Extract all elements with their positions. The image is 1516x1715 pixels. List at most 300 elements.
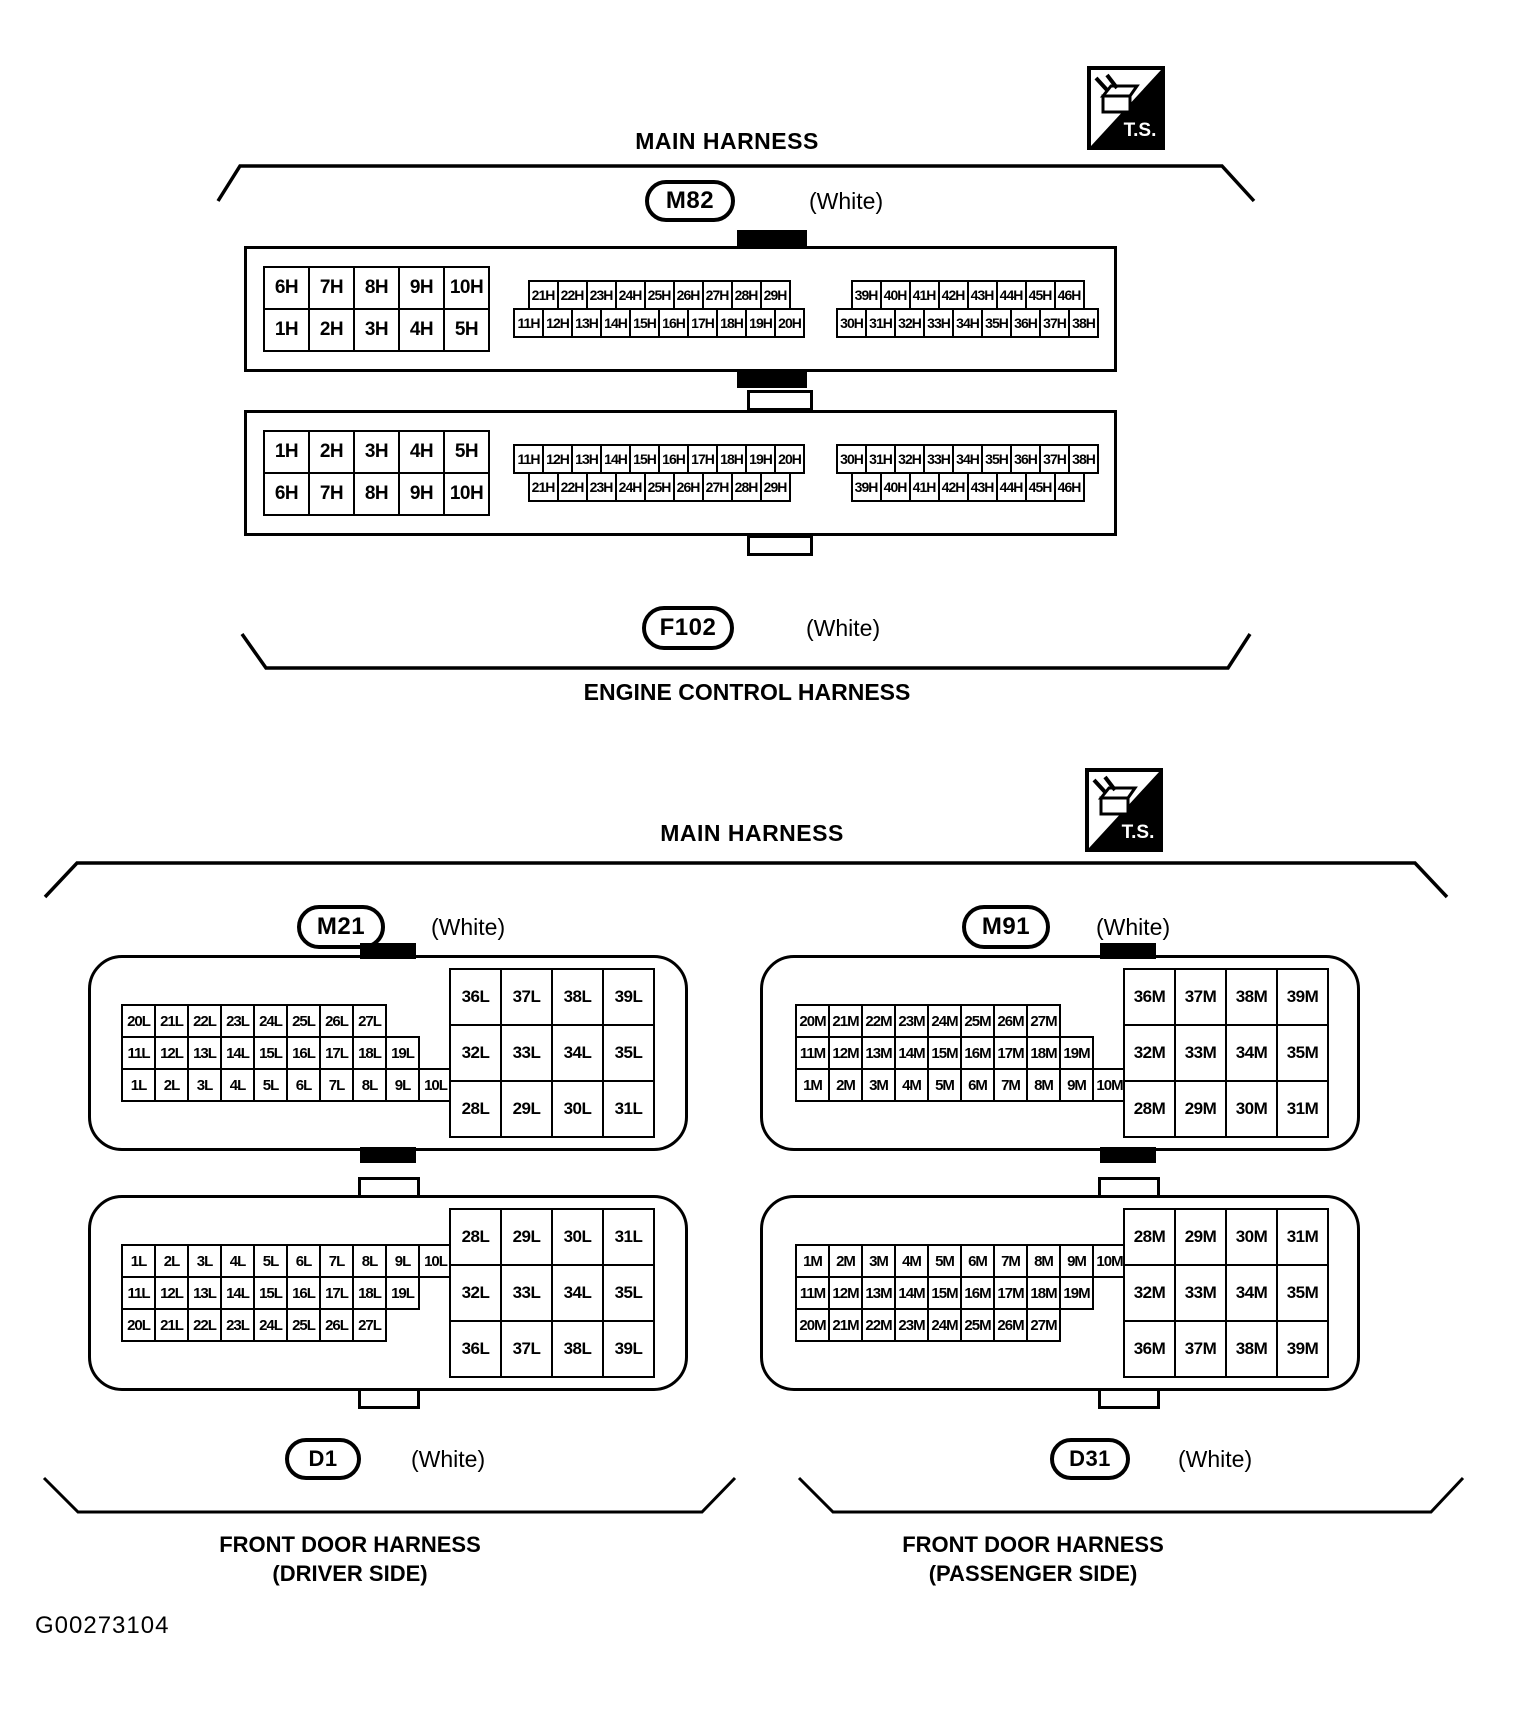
pin-26L: 26L xyxy=(319,1308,354,1342)
pin-27H: 27H xyxy=(702,472,733,502)
pin-row xyxy=(121,1276,420,1310)
pin-row xyxy=(449,968,655,1026)
pin-3H: 3H xyxy=(353,308,400,352)
pin-6H: 6H xyxy=(263,266,310,310)
pin-row xyxy=(851,280,1085,310)
pin-13M: 13M xyxy=(861,1276,896,1310)
pin-21H: 21H xyxy=(528,280,559,310)
m21-color-label: (White) xyxy=(431,913,506,940)
front-door-driver-bracket xyxy=(42,1474,738,1516)
pin-34M: 34M xyxy=(1225,1024,1278,1082)
pin-1H: 1H xyxy=(263,430,310,474)
pin-31L: 31L xyxy=(602,1208,655,1266)
pin-23L: 23L xyxy=(220,1308,255,1342)
pin-20M: 20M xyxy=(795,1004,830,1038)
pin-23H: 23H xyxy=(586,280,617,310)
pin-7H: 7H xyxy=(308,266,355,310)
pin-28M: 28M xyxy=(1123,1208,1176,1266)
pin-27H: 27H xyxy=(702,280,733,310)
pin-34L: 34L xyxy=(551,1024,604,1082)
pin-37H: 37H xyxy=(1039,308,1070,338)
pin-7L: 7L xyxy=(319,1068,354,1102)
pin-12M: 12M xyxy=(828,1276,863,1310)
d1-right-pin-grid xyxy=(449,1208,655,1378)
f102-top-tab xyxy=(747,390,813,411)
pin-28H: 28H xyxy=(731,472,762,502)
pin-9L: 9L xyxy=(385,1244,420,1278)
m82-left-pin-grid xyxy=(263,266,490,352)
pin-13L: 13L xyxy=(187,1276,222,1310)
pin-37H: 37H xyxy=(1039,444,1070,474)
pin-row xyxy=(449,1080,655,1138)
connector-id-badge-m21: M21 xyxy=(297,905,385,949)
pin-18M: 18M xyxy=(1026,1036,1061,1070)
pin-23H: 23H xyxy=(586,472,617,502)
connector-box-d31 xyxy=(760,1195,1360,1391)
pin-39L: 39L xyxy=(602,1320,655,1378)
front-door-passenger-footer xyxy=(783,1530,1283,1588)
pin-33L: 33L xyxy=(500,1024,553,1082)
pin-36M: 36M xyxy=(1123,1320,1176,1378)
pin-16M: 16M xyxy=(960,1276,995,1310)
pin-row xyxy=(1123,1080,1329,1138)
pin-38L: 38L xyxy=(551,968,604,1026)
pin-37L: 37L xyxy=(500,1320,553,1378)
pin-11L: 11L xyxy=(121,1036,156,1070)
pin-row xyxy=(1123,1264,1329,1322)
pin-28M: 28M xyxy=(1123,1080,1176,1138)
pin-29L: 29L xyxy=(500,1208,553,1266)
pin-29M: 29M xyxy=(1174,1208,1227,1266)
pin-27M: 27M xyxy=(1026,1308,1061,1342)
pin-31M: 31M xyxy=(1276,1080,1329,1138)
pin-45H: 45H xyxy=(1025,472,1056,502)
pin-6L: 6L xyxy=(286,1068,321,1102)
f102-middle-pin-grid xyxy=(513,444,805,502)
pin-18H: 18H xyxy=(716,444,747,474)
pin-row xyxy=(449,1024,655,1082)
connector-id-badge-d31: D31 xyxy=(1050,1438,1130,1480)
pin-row xyxy=(795,1308,1061,1342)
pin-37M: 37M xyxy=(1174,968,1227,1026)
pin-30L: 30L xyxy=(551,1080,604,1138)
pin-18M: 18M xyxy=(1026,1276,1061,1310)
pin-25H: 25H xyxy=(644,280,675,310)
pin-14M: 14M xyxy=(894,1036,929,1070)
pin-5M: 5M xyxy=(927,1244,962,1278)
pin-28H: 28H xyxy=(731,280,762,310)
pin-4L: 4L xyxy=(220,1068,255,1102)
pin-row xyxy=(449,1320,655,1378)
pin-row xyxy=(513,308,805,338)
m21-left-pin-rows xyxy=(121,1004,445,1102)
pin-row xyxy=(449,1208,655,1266)
pin-27M: 27M xyxy=(1026,1004,1061,1038)
pin-29H: 29H xyxy=(760,280,791,310)
pin-27L: 27L xyxy=(352,1004,387,1038)
pin-23L: 23L xyxy=(220,1004,255,1038)
pin-3L: 3L xyxy=(187,1244,222,1278)
pin-30L: 30L xyxy=(551,1208,604,1266)
pin-30M: 30M xyxy=(1225,1208,1278,1266)
d31-color-label: (White) xyxy=(1178,1445,1253,1472)
pin-1L: 1L xyxy=(121,1068,156,1102)
pin-37M: 37M xyxy=(1174,1320,1227,1378)
pin-34H: 34H xyxy=(952,308,983,338)
pin-26M: 26M xyxy=(993,1004,1028,1038)
pin-38M: 38M xyxy=(1225,1320,1278,1378)
pin-22M: 22M xyxy=(861,1004,896,1038)
pin-10L: 10L xyxy=(418,1244,453,1278)
pin-20L: 20L xyxy=(121,1004,156,1038)
pin-12L: 12L xyxy=(154,1276,189,1310)
pin-2M: 2M xyxy=(828,1068,863,1102)
pin-34L: 34L xyxy=(551,1264,604,1322)
pin-row xyxy=(528,280,791,310)
pin-20M: 20M xyxy=(795,1308,830,1342)
pin-10M: 10M xyxy=(1092,1244,1127,1278)
pin-9L: 9L xyxy=(385,1068,420,1102)
pin-5H: 5H xyxy=(443,430,490,474)
d1-color-label: (White) xyxy=(411,1445,486,1472)
pin-10M: 10M xyxy=(1092,1068,1127,1102)
pin-8H: 8H xyxy=(353,266,400,310)
pin-22M: 22M xyxy=(861,1308,896,1342)
pin-39H: 39H xyxy=(851,472,882,502)
pin-22L: 22L xyxy=(187,1004,222,1038)
pin-row xyxy=(795,1276,1094,1310)
pin-1H: 1H xyxy=(263,308,310,352)
pin-4L: 4L xyxy=(220,1244,255,1278)
pin-11M: 11M xyxy=(795,1276,830,1310)
pin-20H: 20H xyxy=(774,444,805,474)
pin-row xyxy=(513,444,805,474)
pin-row xyxy=(121,1244,453,1278)
engine-control-harness-label: ENGINE CONTROL HARNESS xyxy=(583,679,911,705)
pin-3L: 3L xyxy=(187,1068,222,1102)
pin-row xyxy=(263,308,490,352)
m91-left-pin-rows xyxy=(795,1004,1123,1102)
connector-box-m91 xyxy=(760,955,1360,1151)
pin-4H: 4H xyxy=(398,430,445,474)
d31-left-pin-rows xyxy=(795,1244,1123,1342)
pin-2M: 2M xyxy=(828,1244,863,1278)
pin-46H: 46H xyxy=(1054,472,1085,502)
pin-17H: 17H xyxy=(687,444,718,474)
pin-7H: 7H xyxy=(308,472,355,516)
pin-38H: 38H xyxy=(1068,308,1099,338)
d31-bottom-tab xyxy=(1098,1388,1160,1409)
pin-15H: 15H xyxy=(629,308,660,338)
m82-bottom-tab xyxy=(737,371,807,388)
pin-row xyxy=(263,472,490,516)
connector-d31 xyxy=(760,1195,1360,1391)
pin-31H: 31H xyxy=(865,308,896,338)
pin-33L: 33L xyxy=(500,1264,553,1322)
pin-33H: 33H xyxy=(923,308,954,338)
ts-icon-label: T.S. xyxy=(1123,120,1157,141)
connector-m91 xyxy=(760,955,1360,1151)
pin-31H: 31H xyxy=(865,444,896,474)
pin-row xyxy=(121,1004,387,1038)
pin-32L: 32L xyxy=(449,1024,502,1082)
pin-11H: 11H xyxy=(513,444,544,474)
pin-16L: 16L xyxy=(286,1276,321,1310)
pin-25L: 25L xyxy=(286,1004,321,1038)
f102-color-label: (White) xyxy=(806,614,881,641)
pin-35M: 35M xyxy=(1276,1264,1329,1322)
pin-12H: 12H xyxy=(542,308,573,338)
connector-d1 xyxy=(88,1195,688,1391)
pin-39M: 39M xyxy=(1276,968,1329,1026)
pin-2L: 2L xyxy=(154,1068,189,1102)
d1-top-tab xyxy=(358,1177,420,1198)
m91-right-pin-grid xyxy=(1123,968,1329,1138)
pin-row xyxy=(795,1068,1127,1102)
d1-left-pin-rows xyxy=(121,1244,445,1342)
pin-41H: 41H xyxy=(909,280,940,310)
pin-36H: 36H xyxy=(1010,308,1041,338)
pin-9M: 9M xyxy=(1059,1068,1094,1102)
pin-6L: 6L xyxy=(286,1244,321,1278)
pin-44H: 44H xyxy=(996,472,1027,502)
pin-24M: 24M xyxy=(927,1004,962,1038)
pin-33H: 33H xyxy=(923,444,954,474)
pin-12H: 12H xyxy=(542,444,573,474)
ts-icon-label: T.S. xyxy=(1121,822,1155,843)
pin-25H: 25H xyxy=(644,472,675,502)
pin-12L: 12L xyxy=(154,1036,189,1070)
m82-top-tab xyxy=(737,230,807,247)
main-harness-title-bottom: MAIN HARNESS xyxy=(660,820,844,846)
pin-1M: 1M xyxy=(795,1244,830,1278)
pin-39H: 39H xyxy=(851,280,882,310)
pin-2H: 2H xyxy=(308,308,355,352)
pin-39L: 39L xyxy=(602,968,655,1026)
pin-19L: 19L xyxy=(385,1276,420,1310)
pin-17H: 17H xyxy=(687,308,718,338)
pin-15L: 15L xyxy=(253,1276,288,1310)
pin-39M: 39M xyxy=(1276,1320,1329,1378)
pin-36H: 36H xyxy=(1010,444,1041,474)
pin-18H: 18H xyxy=(716,308,747,338)
pin-13M: 13M xyxy=(861,1036,896,1070)
pin-17M: 17M xyxy=(993,1276,1028,1310)
pin-3M: 3M xyxy=(861,1244,896,1278)
pin-15M: 15M xyxy=(927,1276,962,1310)
pin-37L: 37L xyxy=(500,968,553,1026)
pin-9M: 9M xyxy=(1059,1244,1094,1278)
ts-icon-graphic xyxy=(1085,768,1163,852)
pin-22H: 22H xyxy=(557,280,588,310)
pin-24L: 24L xyxy=(253,1308,288,1342)
front-door-driver-footer-line2: (DRIVER SIDE) xyxy=(272,1561,428,1586)
pin-2L: 2L xyxy=(154,1244,189,1278)
pin-33M: 33M xyxy=(1174,1264,1227,1322)
pin-40H: 40H xyxy=(880,472,911,502)
pin-row xyxy=(263,430,490,474)
pin-5L: 5L xyxy=(253,1068,288,1102)
pin-16H: 16H xyxy=(658,308,689,338)
pin-19M: 19M xyxy=(1059,1036,1094,1070)
pin-21M: 21M xyxy=(828,1308,863,1342)
pin-15H: 15H xyxy=(629,444,660,474)
pin-44H: 44H xyxy=(996,280,1027,310)
pin-row xyxy=(1123,968,1329,1026)
pin-40H: 40H xyxy=(880,280,911,310)
f102-bottom-tab xyxy=(747,535,813,556)
pin-4M: 4M xyxy=(894,1244,929,1278)
d1-bottom-tab xyxy=(358,1388,420,1409)
pin-3H: 3H xyxy=(353,430,400,474)
m21-top-tab xyxy=(360,943,416,959)
pin-32H: 32H xyxy=(894,308,925,338)
pin-11M: 11M xyxy=(795,1036,830,1070)
pin-12M: 12M xyxy=(828,1036,863,1070)
m82-right-pin-grid xyxy=(836,280,1099,338)
pin-21H: 21H xyxy=(528,472,559,502)
pin-row xyxy=(795,1004,1061,1038)
f102-left-pin-grid xyxy=(263,430,490,516)
pin-10L: 10L xyxy=(418,1068,453,1102)
pin-17L: 17L xyxy=(319,1036,354,1070)
pin-row xyxy=(449,1264,655,1322)
pin-1M: 1M xyxy=(795,1068,830,1102)
main-harness-title-top: MAIN HARNESS xyxy=(635,128,819,154)
pin-21M: 21M xyxy=(828,1004,863,1038)
pin-30H: 30H xyxy=(836,444,867,474)
pin-13L: 13L xyxy=(187,1036,222,1070)
pin-19M: 19M xyxy=(1059,1276,1094,1310)
pin-25L: 25L xyxy=(286,1308,321,1342)
pin-10H: 10H xyxy=(443,472,490,516)
pin-30M: 30M xyxy=(1225,1080,1278,1138)
ts-icon xyxy=(1085,768,1163,852)
pin-32L: 32L xyxy=(449,1264,502,1322)
pin-23M: 23M xyxy=(894,1004,929,1038)
pin-43H: 43H xyxy=(967,280,998,310)
ts-icon-graphic xyxy=(1087,66,1165,150)
connector-id-badge-f102: F102 xyxy=(642,606,734,650)
pin-32M: 32M xyxy=(1123,1024,1176,1082)
pin-36M: 36M xyxy=(1123,968,1176,1026)
pin-row xyxy=(528,472,791,502)
pin-28L: 28L xyxy=(449,1208,502,1266)
m21-bottom-tab xyxy=(360,1147,416,1163)
m91-bottom-tab xyxy=(1100,1147,1156,1163)
pin-15M: 15M xyxy=(927,1036,962,1070)
pin-8L: 8L xyxy=(352,1244,387,1278)
pin-4M: 4M xyxy=(894,1068,929,1102)
pin-26L: 26L xyxy=(319,1004,354,1038)
connector-id-badge-m82: M82 xyxy=(645,180,735,222)
pin-24M: 24M xyxy=(927,1308,962,1342)
ts-icon xyxy=(1087,66,1165,150)
main-harness-bracket-bottom-section xyxy=(40,858,1452,900)
pin-34M: 34M xyxy=(1225,1264,1278,1322)
front-door-driver-footer-line1: FRONT DOOR HARNESS xyxy=(219,1532,481,1557)
pin-row xyxy=(1123,1320,1329,1378)
pin-18L: 18L xyxy=(352,1036,387,1070)
pin-20H: 20H xyxy=(774,308,805,338)
pin-26H: 26H xyxy=(673,472,704,502)
pin-19H: 19H xyxy=(745,308,776,338)
pin-18L: 18L xyxy=(352,1276,387,1310)
pin-9H: 9H xyxy=(398,472,445,516)
pin-31M: 31M xyxy=(1276,1208,1329,1266)
connector-box-f102 xyxy=(244,410,1117,536)
pin-16H: 16H xyxy=(658,444,689,474)
pin-8H: 8H xyxy=(353,472,400,516)
pin-row xyxy=(795,1244,1127,1278)
pin-25M: 25M xyxy=(960,1004,995,1038)
pin-13H: 13H xyxy=(571,444,602,474)
connector-box-d1 xyxy=(88,1195,688,1391)
pin-29M: 29M xyxy=(1174,1080,1227,1138)
pin-row xyxy=(121,1036,420,1070)
pin-4H: 4H xyxy=(398,308,445,352)
pin-7L: 7L xyxy=(319,1244,354,1278)
m82-color-label: (White) xyxy=(809,187,884,214)
pin-24L: 24L xyxy=(253,1004,288,1038)
engine-harness-bracket xyxy=(238,628,1254,672)
m82-middle-pin-grid xyxy=(513,280,805,338)
pin-17M: 17M xyxy=(993,1036,1028,1070)
pin-16L: 16L xyxy=(286,1036,321,1070)
pin-19H: 19H xyxy=(745,444,776,474)
pin-6M: 6M xyxy=(960,1068,995,1102)
pin-43H: 43H xyxy=(967,472,998,502)
pin-32H: 32H xyxy=(894,444,925,474)
front-door-passenger-bracket xyxy=(797,1474,1467,1516)
pin-8M: 8M xyxy=(1026,1068,1061,1102)
pin-35H: 35H xyxy=(981,444,1012,474)
pin-row xyxy=(263,266,490,310)
pin-13H: 13H xyxy=(571,308,602,338)
pin-38M: 38M xyxy=(1225,968,1278,1026)
m21-right-pin-grid xyxy=(449,968,655,1138)
pin-41H: 41H xyxy=(909,472,940,502)
pin-35M: 35M xyxy=(1276,1024,1329,1082)
front-door-passenger-footer-line2: (PASSENGER SIDE) xyxy=(928,1561,1138,1586)
front-door-passenger-footer-line1: FRONT DOOR HARNESS xyxy=(902,1532,1164,1557)
pin-29H: 29H xyxy=(760,472,791,502)
pin-5H: 5H xyxy=(443,308,490,352)
pin-26M: 26M xyxy=(993,1308,1028,1342)
pin-23M: 23M xyxy=(894,1308,929,1342)
pin-9H: 9H xyxy=(398,266,445,310)
pin-5L: 5L xyxy=(253,1244,288,1278)
pin-8L: 8L xyxy=(352,1068,387,1102)
pin-42H: 42H xyxy=(938,472,969,502)
connector-box-m82 xyxy=(244,246,1117,372)
pin-row xyxy=(1123,1024,1329,1082)
pin-20L: 20L xyxy=(121,1308,156,1342)
m91-top-tab xyxy=(1100,943,1156,959)
pin-38L: 38L xyxy=(551,1320,604,1378)
pin-33M: 33M xyxy=(1174,1024,1227,1082)
pin-row xyxy=(836,444,1099,474)
m91-color-label: (White) xyxy=(1096,913,1171,940)
pin-42H: 42H xyxy=(938,280,969,310)
pin-34H: 34H xyxy=(952,444,983,474)
pin-row xyxy=(851,472,1085,502)
pin-row xyxy=(1123,1208,1329,1266)
pin-24H: 24H xyxy=(615,280,646,310)
pin-25M: 25M xyxy=(960,1308,995,1342)
pin-14H: 14H xyxy=(600,444,631,474)
pin-15L: 15L xyxy=(253,1036,288,1070)
